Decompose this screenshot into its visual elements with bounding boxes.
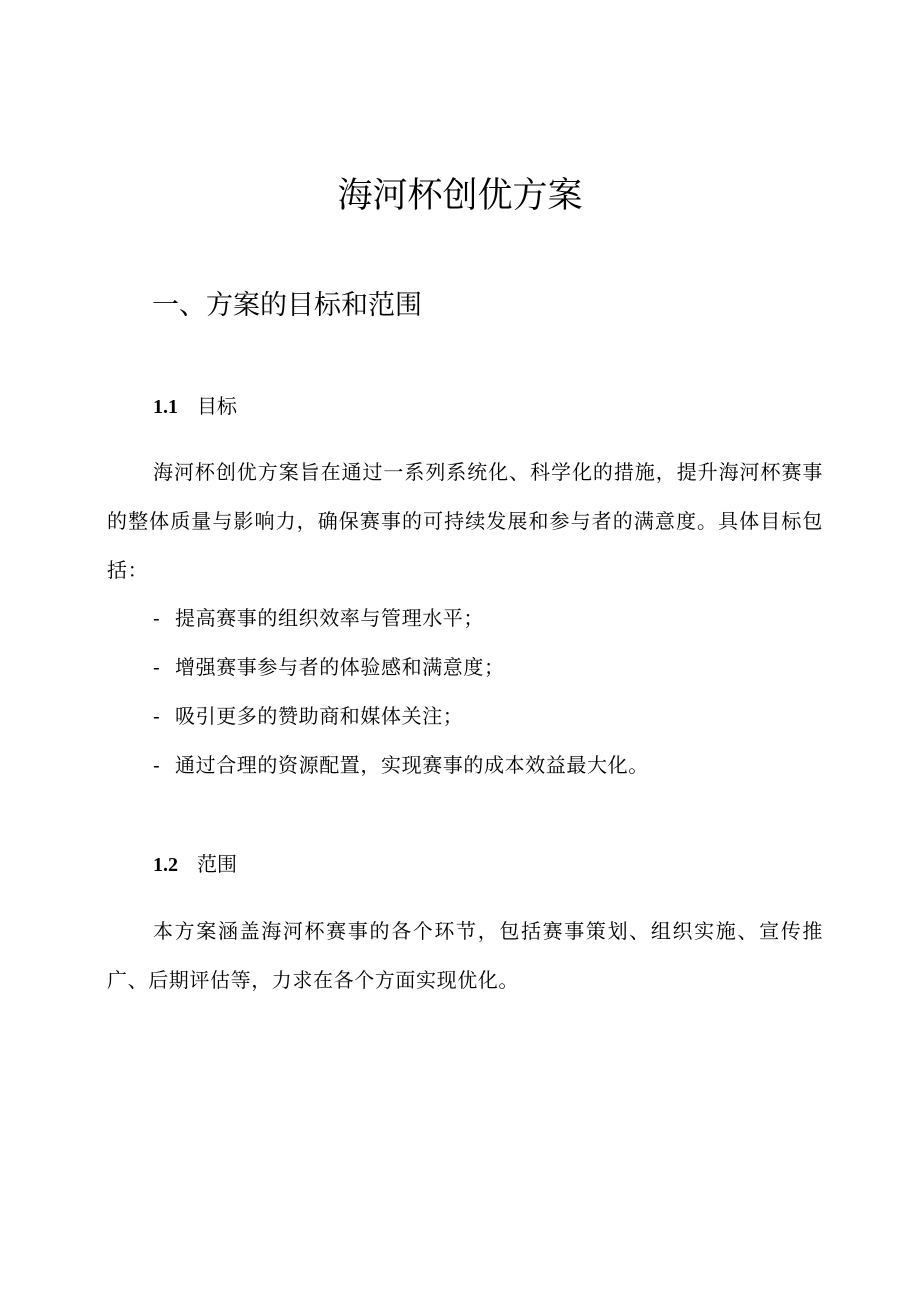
list-item — [153, 692, 649, 741]
list-item-text: 提高赛事的组织效率与管理水平； — [175, 606, 484, 630]
bullet-marker: - — [153, 606, 161, 630]
subsection-number: 1.2 — [153, 854, 178, 876]
list-item — [153, 594, 649, 643]
list-item — [153, 643, 649, 692]
list-item-text: 通过合理的资源配置，实现赛事的成本效益最大化。 — [175, 753, 649, 777]
subsection-label: 目标 — [197, 394, 237, 418]
goals-paragraph: 海河杯创优方案旨在通过一系列系统化、科学化的措施，提升海河杯赛事的整体质量与影响力，确保赛事的可持续发展和参与者的满意度。具体目标包括： — [107, 460, 823, 582]
subsection-number: 1.1 — [153, 396, 178, 418]
goals-list — [153, 594, 649, 790]
list-item-text: 吸引更多的赞助商和媒体关注； — [175, 704, 464, 728]
document-title: 海河杯创优方案 — [337, 176, 583, 216]
bullet-marker: - — [153, 753, 161, 777]
subsection-heading-scope — [153, 850, 237, 879]
list-item-text: 增强赛事参与者的体验感和满意度； — [175, 655, 505, 679]
section-heading: 一、方案的目标和范围 — [152, 290, 422, 321]
scope-paragraph: 本方案涵盖海河杯赛事的各个环节，包括赛事策划、组织实施、宣传推广、后期评估等，力求在各个方面实现优化。 — [107, 919, 823, 992]
bullet-marker: - — [153, 704, 161, 728]
list-item — [153, 741, 649, 790]
subsection-label: 范围 — [197, 852, 237, 876]
subsection-heading-goals — [153, 392, 237, 421]
bullet-marker: - — [153, 655, 161, 679]
